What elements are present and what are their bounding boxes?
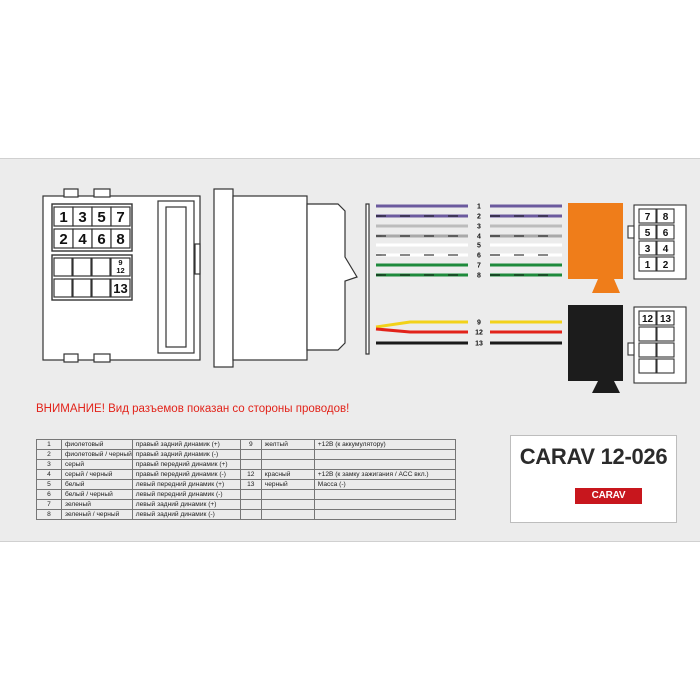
- table-cell-color: [261, 460, 314, 470]
- pin-label: 3: [644, 244, 651, 255]
- pin-cell: [639, 359, 656, 373]
- table-cell-pin: 7: [37, 500, 62, 510]
- table-cell-function: левый передний динамик (-): [132, 490, 240, 500]
- carav-logo: CARAV: [575, 488, 642, 504]
- wire-number: 1: [477, 203, 481, 211]
- table-cell-function: правый передний динамик (-): [132, 470, 240, 480]
- table-cell-function: [314, 450, 455, 460]
- pin-label: 4: [662, 244, 669, 255]
- pin-label: 8: [116, 231, 125, 248]
- black-connector-pinout: [628, 307, 686, 383]
- pin-label: 1: [644, 260, 651, 271]
- table-cell-pin: [240, 460, 261, 470]
- pin-label: 4: [78, 231, 87, 248]
- pin-cell: [639, 343, 656, 357]
- table-cell-function: [314, 460, 455, 470]
- connector-flange: [214, 189, 233, 367]
- latch-tab: [64, 189, 78, 197]
- table-cell-pin: 6: [37, 490, 62, 500]
- table-cell-color: красный: [261, 470, 314, 480]
- warning-text: ВНИМАНИЕ! Вид разъемов показан со стороны проводов!: [36, 403, 350, 415]
- table-row: [37, 510, 456, 520]
- pin-label: 6: [662, 228, 669, 239]
- table-cell-function: +12В (к аккумулятору): [314, 440, 455, 450]
- wire-number: 13: [475, 340, 483, 348]
- table-cell-pin: 3: [37, 460, 62, 470]
- table-cell-function: правый задний динамик (-): [132, 450, 240, 460]
- pinout-tab: [628, 226, 634, 238]
- table-cell-function: левый передний динамик (+): [132, 480, 240, 490]
- pin-label: 1: [59, 209, 68, 226]
- pin-cell: [639, 327, 656, 341]
- pin-label: 3: [78, 209, 87, 226]
- pin-cell: [92, 258, 110, 276]
- table-row: [37, 460, 456, 470]
- table-cell-pin: [240, 500, 261, 510]
- pin-cell: [657, 343, 674, 357]
- table-cell-color: зеленый: [62, 500, 133, 510]
- pin-label: 6: [97, 231, 106, 248]
- wire-number: 8: [477, 272, 481, 280]
- pin-label: 7: [644, 212, 651, 223]
- black-connector-latch: [592, 381, 620, 393]
- table-cell-color: фиолетовый: [62, 440, 133, 450]
- table-cell-color: [261, 450, 314, 460]
- pin-cell: [657, 327, 674, 341]
- table-cell-pin: 5: [37, 480, 62, 490]
- table-cell-function: [314, 490, 455, 500]
- table-cell-color: серый / черный: [62, 470, 133, 480]
- pin-label: 5: [97, 209, 106, 226]
- latch-tab: [64, 354, 78, 362]
- orange-iso-connector: [568, 203, 623, 293]
- table-cell-pin: 9: [240, 440, 261, 450]
- pin-label: 13: [659, 314, 672, 325]
- table-cell-color: серый: [62, 460, 133, 470]
- wire-number: 6: [477, 252, 481, 260]
- wire: [376, 322, 468, 327]
- wire-number: 3: [477, 223, 481, 231]
- wire-number: 5: [477, 242, 481, 250]
- wires-left: [376, 206, 468, 275]
- diagram-panel: [0, 158, 700, 542]
- table-cell-pin: 1: [37, 440, 62, 450]
- table-cell-pin: 8: [37, 510, 62, 520]
- table-cell-pin: 4: [37, 470, 62, 480]
- pin-cell: [73, 279, 91, 297]
- table-cell-function: правый задний динамик (+): [132, 440, 240, 450]
- pin-label: 13: [113, 281, 128, 296]
- connector-housing: [233, 196, 307, 360]
- table-row: [37, 500, 456, 510]
- table-cell-color: желтый: [261, 440, 314, 450]
- table-cell-function: [314, 500, 455, 510]
- table-cell-pin: [240, 450, 261, 460]
- table-cell-pin: 12: [240, 470, 261, 480]
- table-row: [37, 450, 456, 460]
- wire-number: 4: [477, 233, 481, 241]
- wires-lower: [376, 319, 562, 343]
- model-title: CARAV 12-026: [519, 444, 668, 469]
- latch-tab: [94, 189, 110, 197]
- pin-cell: [54, 279, 72, 297]
- table-row: [37, 480, 456, 490]
- table-cell-pin: [240, 490, 261, 500]
- table-cell-pin: [240, 510, 261, 520]
- side-connector-profile: [214, 189, 369, 367]
- pin-cell: [92, 279, 110, 297]
- table-cell-color: [261, 500, 314, 510]
- table-cell-color: белый: [62, 480, 133, 490]
- pin-cell: [73, 258, 91, 276]
- pin-table: [36, 439, 456, 520]
- pin-label: 2: [662, 260, 669, 271]
- black-iso-connector: [568, 305, 623, 393]
- pin-label: 8: [662, 212, 669, 223]
- product-badge: [510, 435, 677, 523]
- table-cell-pin: 2: [37, 450, 62, 460]
- pin-cell: [54, 258, 72, 276]
- table-cell-color: зеленый / черный: [62, 510, 133, 520]
- connector-diagram: [0, 159, 700, 399]
- wires-right: [490, 206, 562, 275]
- wire-number: 7: [477, 262, 481, 270]
- pin-label: 12: [641, 314, 654, 325]
- wire-number: 2: [477, 213, 481, 221]
- connector-nose: [307, 204, 357, 350]
- side-rail-inner: [166, 207, 186, 347]
- table-cell-function: +12В (к замку зажигания / ACC вкл.): [314, 470, 455, 480]
- table-cell-color: [261, 510, 314, 520]
- wire-number: 12: [475, 329, 483, 337]
- pin-label: 12: [116, 266, 125, 275]
- black-connector-body: [568, 305, 623, 381]
- pin-label: 9: [118, 258, 123, 267]
- table-cell-color: белый / черный: [62, 490, 133, 500]
- orange-connector-body: [568, 203, 623, 279]
- wire-number: 9: [477, 319, 481, 327]
- orange-connector-pinout: [628, 205, 686, 279]
- pinout-tab: [628, 343, 634, 355]
- pin-cell: [657, 359, 674, 373]
- pin-label: 7: [116, 209, 125, 226]
- table-cell-function: левый задний динамик (-): [132, 510, 240, 520]
- orange-connector-latch: [592, 279, 620, 293]
- table-cell-function: правый передний динамик (+): [132, 460, 240, 470]
- wire: [376, 329, 468, 332]
- table-cell-function: левый задний динамик (+): [132, 500, 240, 510]
- table-cell-color: [261, 490, 314, 500]
- divider-line: [366, 204, 369, 354]
- latch-tab: [94, 354, 110, 362]
- table-row: [37, 490, 456, 500]
- table-cell-color: фиолетовый / черный: [62, 450, 133, 460]
- table-cell-function: Масса (-): [314, 480, 455, 490]
- pin-label: 5: [644, 228, 651, 239]
- table-row: [37, 470, 456, 480]
- pin-label: 2: [59, 231, 68, 248]
- table-cell-function: [314, 510, 455, 520]
- table-cell-pin: 13: [240, 480, 261, 490]
- table-cell-color: черный: [261, 480, 314, 490]
- table-row: [37, 440, 456, 450]
